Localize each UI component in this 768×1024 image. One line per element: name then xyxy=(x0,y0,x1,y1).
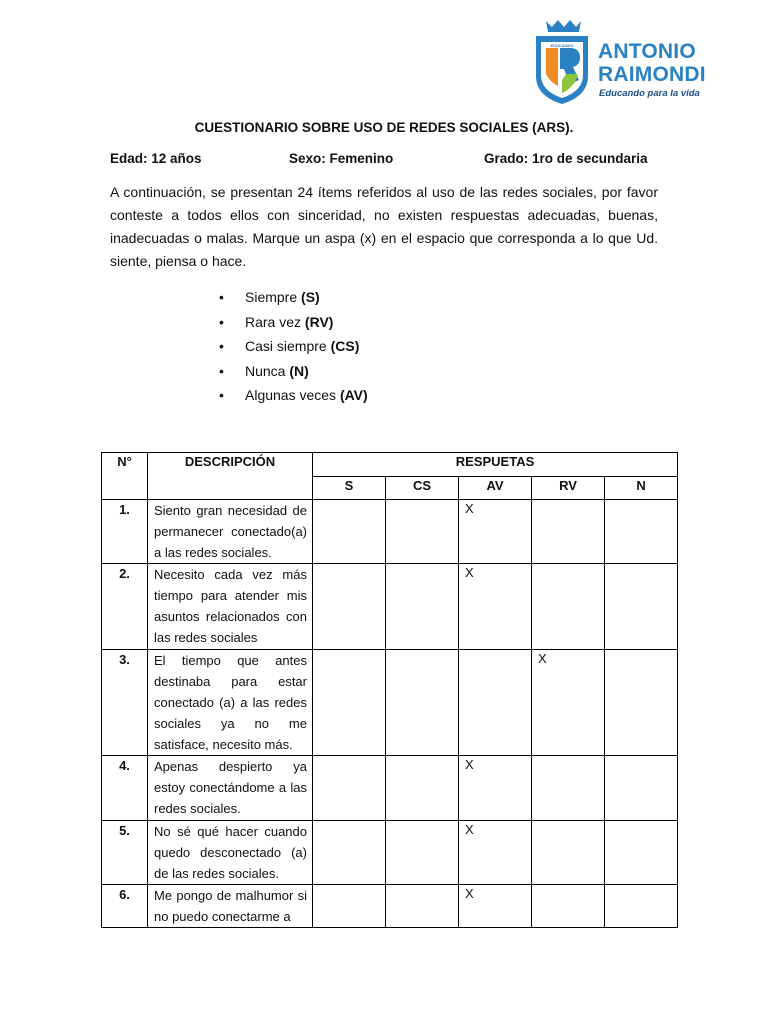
header-response-av: AV xyxy=(459,477,532,500)
table-row xyxy=(102,650,678,756)
response-cell-rv[interactable] xyxy=(532,564,605,650)
item-description: Apenas despierto ya estoy conectándome a las redes sociales. xyxy=(148,756,313,821)
age-field: Edad: 12 años xyxy=(110,151,202,166)
option-label: Algunas veces xyxy=(245,387,337,403)
school-name-line1: ANTONIO xyxy=(598,40,696,63)
item-number: 4. xyxy=(102,756,148,821)
header-response-s: S xyxy=(313,477,386,500)
bullet-icon: • xyxy=(219,362,224,379)
option-code: (S) xyxy=(301,289,320,305)
response-cell-rv[interactable] xyxy=(532,885,605,928)
table-row xyxy=(102,756,678,821)
bullet-icon: • xyxy=(219,289,224,305)
option-label: Nunca xyxy=(245,362,286,379)
item-description: No sé qué hacer cuando quedo desconectado (a) de las redes sociales. xyxy=(148,821,313,885)
response-cell-av[interactable] xyxy=(459,650,532,756)
response-cell-cs[interactable] xyxy=(386,885,459,928)
response-cell-s[interactable] xyxy=(313,650,386,756)
response-options-list xyxy=(219,285,368,408)
option-item xyxy=(219,383,368,408)
header-response-n: N xyxy=(605,477,678,500)
response-cell-n[interactable] xyxy=(605,650,678,756)
header-number: N° xyxy=(102,453,148,500)
bullet-icon: • xyxy=(219,338,224,354)
item-number: 5. xyxy=(102,821,148,885)
item-number: 2. xyxy=(102,564,148,650)
response-cell-n[interactable] xyxy=(605,500,678,564)
item-number: 1. xyxy=(102,500,148,564)
option-code: (N) xyxy=(289,362,309,379)
response-cell-n[interactable] xyxy=(605,885,678,928)
emblem-text: EDUCANDO xyxy=(550,43,574,48)
response-cell-rv[interactable]: X xyxy=(532,650,605,756)
response-cell-av[interactable]: X xyxy=(459,564,532,650)
option-item xyxy=(219,285,368,310)
option-label: Rara vez xyxy=(245,313,302,330)
option-item xyxy=(219,359,368,384)
instructions-paragraph: A continuación, se presentan 24 ítems referidos al uso de las redes sociales, por favor conteste a todos ellos con sinceridad, no existen respuestas adecuadas, buenas, inadecuadas o malas. Marque un aspa (x) en el espacio que corresponda a lo que Ud. siente, piensa o hace. xyxy=(110,184,658,269)
document-title: CUESTIONARIO SOBRE USO DE REDES SOCIALES (ARS). xyxy=(194,120,574,135)
response-cell-av[interactable]: X xyxy=(459,500,532,564)
response-cell-s[interactable] xyxy=(313,756,386,821)
table-row xyxy=(102,500,678,564)
response-cell-av[interactable]: X xyxy=(459,821,532,885)
option-label: Siempre xyxy=(245,289,298,305)
response-cell-cs[interactable] xyxy=(386,821,459,885)
item-description: El tiempo que antes destinaba para estar conectado (a) a las redes sociales ya no me satisface, necesito más. xyxy=(148,650,313,756)
response-cell-rv[interactable] xyxy=(532,821,605,885)
response-cell-rv[interactable] xyxy=(532,500,605,564)
school-tagline: Educando para la vida xyxy=(599,88,700,99)
table-row xyxy=(102,564,678,650)
option-item xyxy=(219,310,368,335)
bullet-icon: • xyxy=(219,313,224,330)
school-name-line2: RAIMONDI xyxy=(598,63,706,86)
table-row xyxy=(102,821,678,885)
sex-field: Sexo: Femenino xyxy=(289,151,394,166)
response-cell-s[interactable] xyxy=(313,564,386,650)
item-number: 6. xyxy=(102,885,148,928)
response-cell-rv[interactable] xyxy=(532,756,605,821)
response-cell-n[interactable] xyxy=(605,564,678,650)
bullet-icon: • xyxy=(219,387,224,403)
school-logo xyxy=(534,18,724,110)
questionnaire-table xyxy=(101,452,678,928)
item-number: 3. xyxy=(102,650,148,756)
response-cell-n[interactable] xyxy=(605,821,678,885)
response-cell-s[interactable] xyxy=(313,500,386,564)
header-response-rv: RV xyxy=(532,477,605,500)
option-code: (CS) xyxy=(330,338,360,354)
item-description: Siento gran necesidad de permanecer conectado(a) a las redes sociales. xyxy=(148,500,313,564)
grade-field: Grado: 1ro de secundaria xyxy=(484,151,648,166)
school-name xyxy=(598,40,706,86)
item-description: Me pongo de malhumor si no puedo conectarme a xyxy=(148,885,313,928)
response-cell-n[interactable] xyxy=(605,756,678,821)
item-description: Necesito cada vez más tiempo para atender mis asuntos relacionados con las redes sociales xyxy=(148,564,313,650)
response-cell-s[interactable] xyxy=(313,821,386,885)
table-row xyxy=(102,885,678,928)
option-item xyxy=(219,334,368,359)
option-label: Casi siempre xyxy=(245,338,327,354)
response-cell-cs[interactable] xyxy=(386,500,459,564)
response-cell-cs[interactable] xyxy=(386,650,459,756)
header-responses: RESPUETAS xyxy=(313,453,678,477)
header-description: DESCRIPCIÓN xyxy=(148,453,313,500)
shield-emblem-icon xyxy=(534,18,590,106)
option-code: (AV) xyxy=(339,387,368,403)
response-cell-s[interactable] xyxy=(313,885,386,928)
response-cell-av[interactable]: X xyxy=(459,756,532,821)
response-cell-cs[interactable] xyxy=(386,564,459,650)
header-response-cs: CS xyxy=(386,477,459,500)
response-cell-av[interactable]: X xyxy=(459,885,532,928)
option-code: (RV) xyxy=(304,313,334,330)
response-cell-cs[interactable] xyxy=(386,756,459,821)
